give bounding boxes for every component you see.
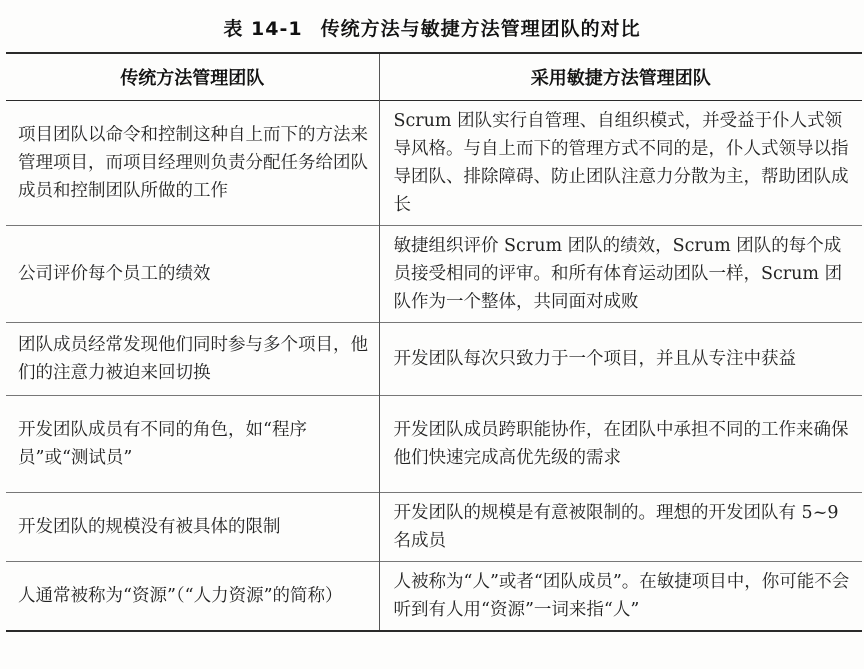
cell-agile: 开发团队的规模是有意被限制的。理想的开发团队有 5~9 名成员 xyxy=(393,503,839,551)
table-header-row xyxy=(6,53,862,101)
cell-traditional: 公司评价每个员工的绩效 xyxy=(6,226,379,323)
table-row xyxy=(6,562,862,632)
cell-agile: 开发团队每次只致力于一个项目，并且从专注中获益 xyxy=(393,349,796,369)
header-agile: 采用敏捷方法管理团队 xyxy=(530,68,711,89)
cell-traditional: 开发团队成员有不同的角色，如“程序员”或“测试员” xyxy=(6,396,379,493)
table-caption xyxy=(0,14,864,41)
table-row xyxy=(6,493,862,562)
cell-agile: Scrum 团队实行自管理、自组织模式，并受益于仆人式领导风格。与自上而下的管理方式不同的是，仆人式领导以指导团队、排除障碍、防止团队注意力分散为主，帮助团队成长 xyxy=(393,111,849,215)
table-row xyxy=(6,323,862,396)
comparison-table xyxy=(6,52,862,632)
table-row xyxy=(6,101,862,226)
table-row xyxy=(6,226,862,323)
cell-traditional: 开发团队的规模没有被具体的限制 xyxy=(6,493,379,562)
cell-agile: 人被称为“人”或者“团队成员”。在敏捷项目中，你可能不会听到有人用“资源”一词来指“人” xyxy=(393,572,850,620)
header-traditional: 传统方法管理团队 xyxy=(6,53,379,101)
table-title: 传统方法与敏捷方法管理团队的对比 xyxy=(320,18,641,40)
cell-agile: 敏捷组织评价 Scrum 团队的绩效，Scrum 团队的每个成员接受相同的评审。和所有体育运动团队一样，Scrum 团队作为一个整体，共同面对成败 xyxy=(393,236,843,312)
table-number: 表 14-1 xyxy=(223,18,303,40)
table-row xyxy=(6,396,862,493)
cell-traditional: 团队成员经常发现他们同时参与多个项目，他们的注意力被迫来回切换 xyxy=(6,323,379,396)
cell-traditional: 项目团队以命令和控制这种自上而下的方法来管理项目，而项目经理则负责分配任务给团队成员和控制团队所做的工作 xyxy=(6,101,379,226)
cell-agile: 开发团队成员跨职能协作，在团队中承担不同的工作来确保他们快速完成高优先级的需求 xyxy=(393,420,849,468)
cell-traditional: 人通常被称为“资源”（“人力资源”的简称） xyxy=(6,562,379,632)
